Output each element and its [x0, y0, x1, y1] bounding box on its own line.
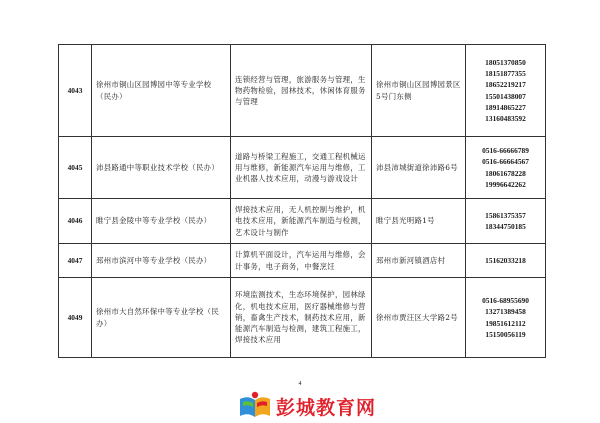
- school-name: 徐州市大自然环保中等专业学校（民办）: [92, 278, 231, 358]
- book-icon: [236, 390, 274, 420]
- page-number: 4: [298, 381, 302, 387]
- school-majors: 环境监测技术，生态环境保护，园林绿化，机电技术应用，医疗器械维修与营销，畜禽生产技术，制药技术应用，新能源汽车制造与检测，建筑工程施工，焊接技术应用: [231, 278, 372, 358]
- phone-number: 19851612112: [485, 318, 526, 328]
- phone-number: 15861375357: [485, 210, 526, 220]
- school-table: [58, 44, 546, 358]
- school-code: 4047: [59, 244, 92, 278]
- school-address: 沛县沛城街道徐沛路6号: [372, 137, 466, 199]
- school-code: 4049: [59, 278, 92, 358]
- table-row: [59, 137, 546, 199]
- school-phones: [466, 45, 546, 137]
- phone-number: 19996642262: [485, 179, 526, 189]
- school-code: 4045: [59, 137, 92, 199]
- school-name: 邳州市滨河中等专业学校（民办）: [92, 244, 231, 278]
- phone-number: 18914865227: [485, 102, 526, 112]
- school-majors: 连锁经营与管理，旅游服务与管理，生物药物检验，园林技术，休闲体育服务与管理: [231, 45, 372, 137]
- school-phones: [466, 278, 546, 358]
- phone-number: 15162033218: [485, 255, 526, 265]
- school-majors: 焊接技术应用，无人机控制与维护，机电技术应用，新能源汽车制造与检测，艺术设计与制作: [231, 199, 372, 244]
- phone-number: 15501438007: [485, 91, 526, 101]
- school-phones: [466, 137, 546, 199]
- school-majors: 道路与桥梁工程施工，交通工程机械运用与维修，新能源汽车运用与维修，工业机器人技术应用，动漫与游戏设计: [231, 137, 372, 199]
- phone-number: 18344750185: [485, 222, 526, 231]
- school-phones: [466, 199, 546, 244]
- school-majors: 计算机平面设计，汽车运用与维修，会计事务，电子商务，中餐烹饪: [231, 244, 372, 278]
- phone-number: 18051370850: [485, 57, 526, 67]
- phone-number: 18151877355: [485, 69, 526, 79]
- phone-number: 13160483592: [485, 113, 526, 123]
- school-address: 徐州市贾汪区大学路2号: [372, 278, 466, 358]
- school-name: 睢宁县金陵中等专业学校（民办）: [92, 199, 231, 244]
- phone-number: 18652219217: [485, 80, 526, 90]
- school-name: 沛县路通中等职业技术学校（民办）: [92, 137, 231, 199]
- table-row: [59, 199, 546, 244]
- phone-number: 0516-66666789: [482, 146, 529, 156]
- school-name: 徐州市铜山区园博园中等专业学校（民办）: [92, 45, 231, 137]
- phone-number: 15150056119: [485, 329, 526, 339]
- school-code: 4046: [59, 199, 92, 244]
- phone-number: 13271389458: [485, 307, 526, 317]
- table-row: [59, 45, 546, 137]
- table-row: [59, 244, 546, 278]
- school-address: 徐州市铜山区园博园景区5号门东侧: [372, 45, 466, 137]
- school-code: 4043: [59, 45, 92, 137]
- logo-text: 彭城教育网: [276, 397, 377, 419]
- school-address: 邳州市新河镇酒店村: [372, 244, 466, 278]
- phone-number: 0516-68955690: [482, 296, 529, 306]
- school-phones: [466, 244, 546, 278]
- site-logo[interactable]: [236, 390, 376, 420]
- phone-number: 18061678228: [485, 168, 526, 178]
- school-address: 睢宁县光明路1号: [372, 199, 466, 244]
- table-row: [59, 278, 546, 358]
- phone-number: 0516-66664567: [482, 157, 529, 167]
